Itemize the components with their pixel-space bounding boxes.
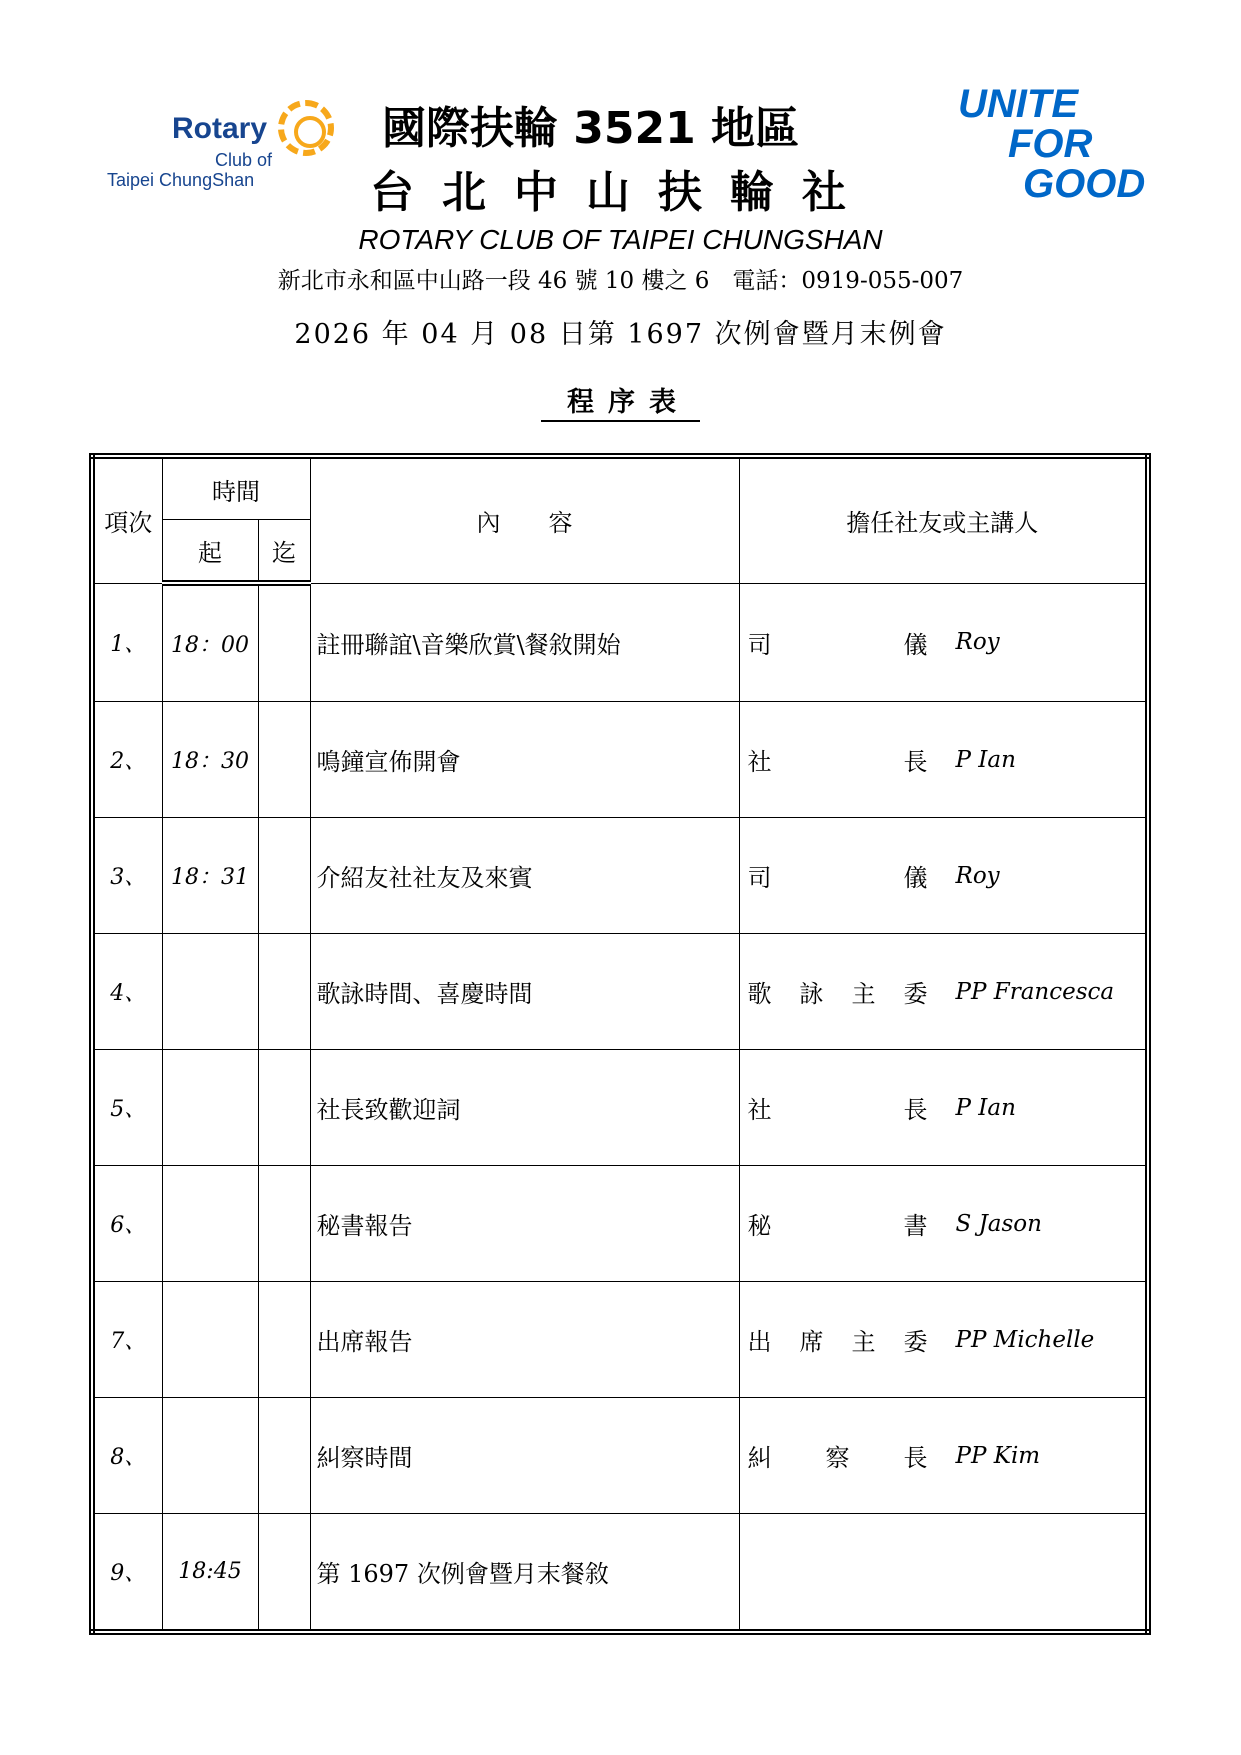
person-cell (739, 1514, 1148, 1633)
item-number: 4、 (92, 934, 162, 1050)
table-row (92, 583, 1148, 702)
english-name: ROTARY CLUB OF TAIPEI CHUNGSHAN (358, 224, 883, 255)
table-row (92, 818, 1148, 934)
end-time (258, 702, 310, 818)
agenda-content: 第 1697 次例會暨月末餐敘 (310, 1514, 739, 1633)
table-row (92, 1398, 1148, 1514)
end-time (258, 1166, 310, 1282)
header-end: 迄 (258, 520, 310, 584)
person-cell (739, 1050, 1148, 1166)
person-cell (739, 702, 1148, 818)
role: 歌詠主委 (747, 980, 928, 1008)
person-name: S Jason (955, 1210, 1042, 1237)
logo-city: Taipei ChungShan (107, 170, 255, 190)
end-time (258, 1398, 310, 1514)
slogan-line: FOR (1008, 122, 1093, 166)
agenda-content: 註冊聯誼\音樂欣賞\餐敘開始 (310, 583, 739, 702)
role: 社長 (747, 1096, 928, 1124)
item-number: 9、 (92, 1514, 162, 1633)
end-time (258, 1050, 310, 1166)
role: 社長 (747, 748, 928, 776)
program-title-text: 程序表 (541, 387, 700, 422)
item-number: 5、 (92, 1050, 162, 1166)
start-time: 18:45 (162, 1514, 258, 1633)
person-name: PP Francesca (955, 978, 1115, 1005)
start-time: 18：30 (162, 702, 258, 818)
start-time (162, 1398, 258, 1514)
table-row (92, 1050, 1148, 1166)
agenda-content: 歌詠時間、喜慶時間 (310, 934, 739, 1050)
table-row (92, 702, 1148, 818)
start-time (162, 934, 258, 1050)
agenda-content: 糾察時間 (310, 1398, 739, 1514)
end-time (258, 818, 310, 934)
role: 司儀 (747, 630, 928, 659)
header-time: 時間 (162, 456, 310, 520)
address-phone: 新北市永和區中山路一段 46 號 10 樓之 6 電話：0919-055-007 (277, 268, 964, 294)
role: 秘書 (747, 1212, 928, 1240)
table-row (92, 1166, 1148, 1282)
agenda-content: 介紹友社社友及來賓 (310, 818, 739, 934)
end-time (258, 934, 310, 1050)
table-row (92, 934, 1148, 1050)
slogan-line: GOOD (1023, 162, 1146, 206)
unite-for-good-logo (958, 84, 1158, 204)
role: 司儀 (747, 864, 928, 892)
start-time: 18：00 (162, 583, 258, 702)
club-title: 台北中山扶輪社 (370, 167, 874, 218)
header-person: 擔任社友或主講人 (739, 456, 1148, 583)
item-number: 8、 (92, 1398, 162, 1514)
person-cell (739, 818, 1148, 934)
start-time (162, 1282, 258, 1398)
person-name: PP Michelle (955, 1326, 1095, 1353)
person-name: P Ian (955, 746, 1016, 773)
start-time: 18：31 (162, 818, 258, 934)
person-name: Roy (955, 629, 1000, 656)
header-item: 項次 (92, 456, 162, 583)
person-cell (739, 1166, 1148, 1282)
slogan-line: UNITE (958, 82, 1078, 126)
role: 出席主委 (747, 1328, 928, 1356)
start-time (162, 1166, 258, 1282)
end-time (258, 583, 310, 702)
agenda-content: 社長致歡迎詞 (310, 1050, 739, 1166)
end-time (258, 1282, 310, 1398)
district-title-text: 國際扶輪 3521 地區 (381, 103, 800, 154)
person-name: Roy (955, 862, 1000, 889)
person-name: PP Kim (955, 1442, 1041, 1469)
table-row (92, 1514, 1148, 1633)
program-title (0, 380, 1241, 419)
item-number: 6、 (92, 1166, 162, 1282)
person-cell (739, 1398, 1148, 1514)
logo-word: Rotary (172, 112, 268, 145)
person-name: P Ian (955, 1094, 1016, 1121)
item-number: 3、 (92, 818, 162, 934)
person-cell (739, 1282, 1148, 1398)
logo-club: Club of (214, 150, 272, 170)
program-table (89, 453, 1151, 1635)
start-time (162, 1050, 258, 1166)
header-start: 起 (162, 520, 258, 584)
agenda-content: 秘書報告 (310, 1166, 739, 1282)
agenda-content: 鳴鐘宣佈開會 (310, 702, 739, 818)
header-content: 內 容 (310, 456, 739, 583)
role: 糾察長 (747, 1444, 928, 1472)
item-number: 7、 (92, 1282, 162, 1398)
table-row (92, 1282, 1148, 1398)
person-cell (739, 583, 1148, 702)
meeting-info: 2026 年 04 月 08 日第 1697 次例會暨月末例會 (294, 319, 947, 350)
item-number: 1、 (92, 583, 162, 702)
agenda-content: 出席報告 (310, 1282, 739, 1398)
item-number: 2、 (92, 702, 162, 818)
end-time (258, 1514, 310, 1633)
person-cell (739, 934, 1148, 1050)
